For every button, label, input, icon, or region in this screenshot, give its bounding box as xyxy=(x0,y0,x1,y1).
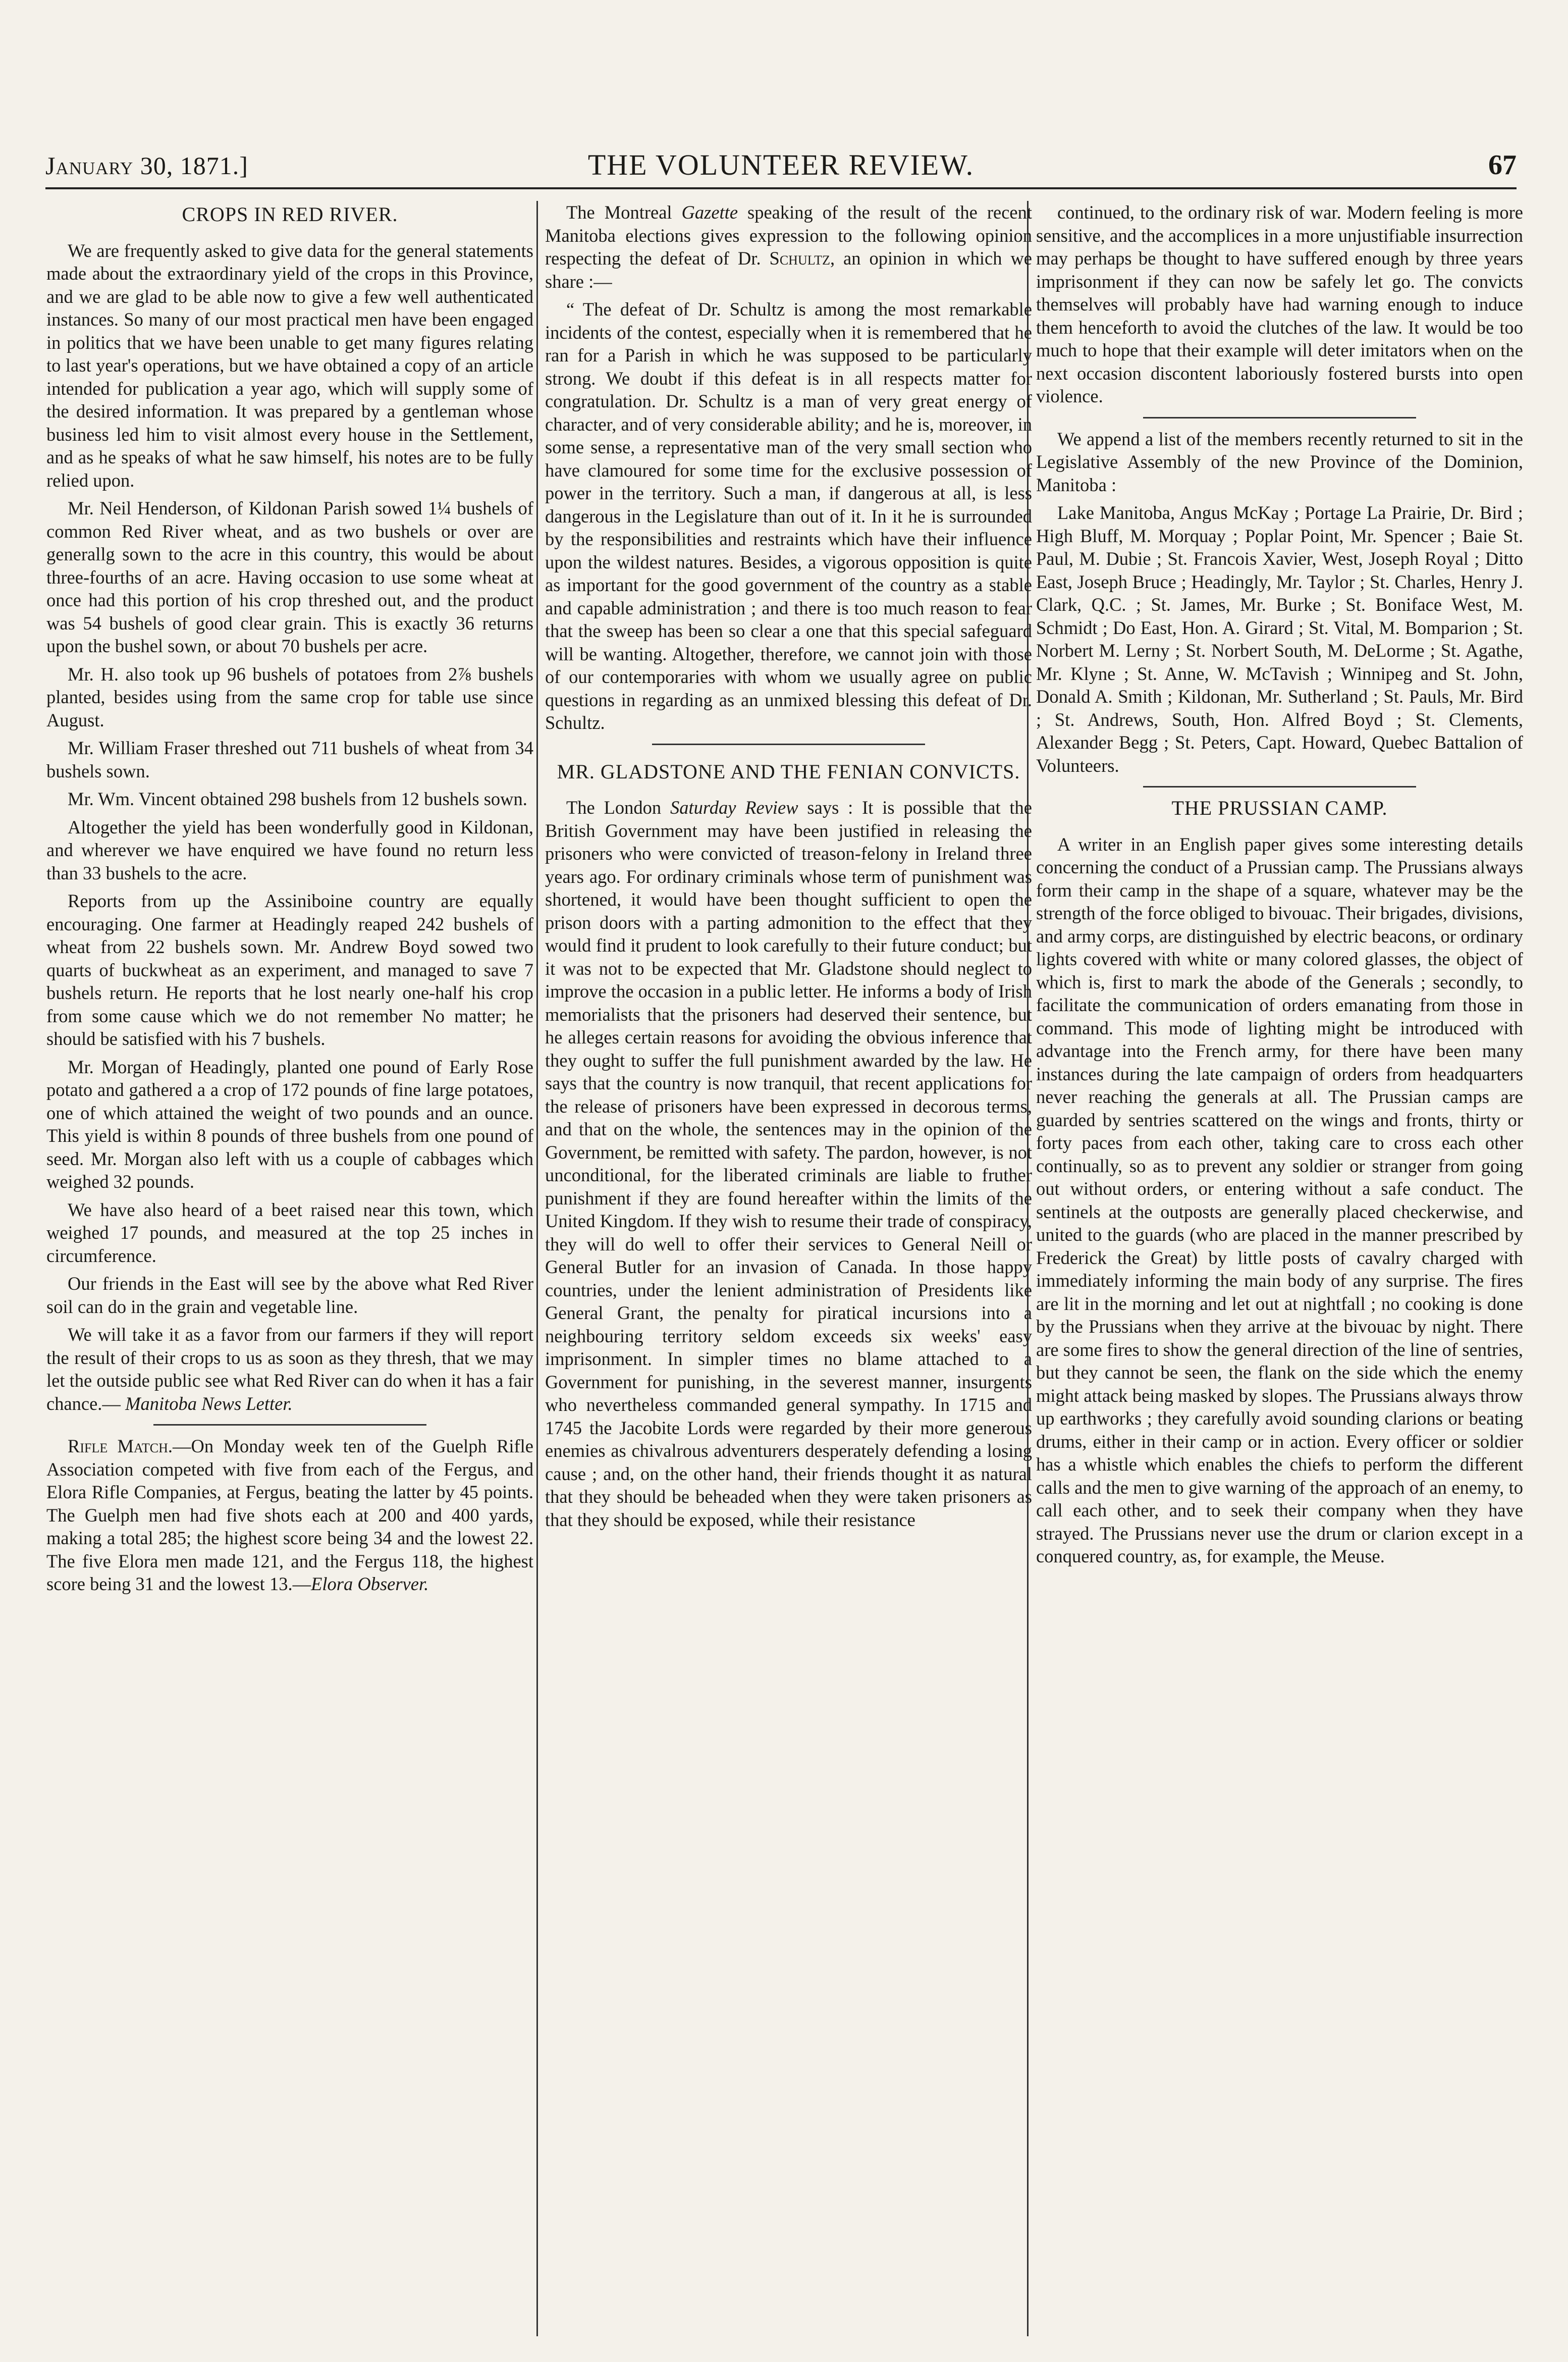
paragraph: We have also heard of a beet raised near this town, which weighed 17 pounds, and measured at the top 25 inches in circumference. xyxy=(46,1199,533,1266)
column-rule xyxy=(536,201,538,2336)
column-1 xyxy=(46,201,533,2336)
section-divider xyxy=(1143,786,1416,788)
paragraph: Altogether the yield has been wonderfully good in Kildonan, and wherever we have enquired we have found no return less than 33 bushels to the acre. xyxy=(46,816,533,883)
rifle-match-text: —On Monday week ten of the Guelph Rifle Association competed with five from each of the Fergus, and Elora Rifle Companies, at Fergus, beating the latter by 45 points. The Guelph men had five shots each at 200 and 400 yards, making a total 285; the highest score being 34 and the lowest 22. The five Elora men made 121, and the Fergus 118, the highest score being 31 and the lowest 13.— xyxy=(46,1436,533,1594)
gladstone-article: The London Saturday Review says : It is possible that the British Government may have been justified in releasing the prisoners who were convicted of treason-felony in Ireland three years ago. For ordinary criminals whose term of punishment was shortened, it would have been thought sufficient to open the prison doors with a parting admonition to the effect that they would find it prudent to look carefully to their future conduct; but it was not to be expected that Mr. Gladstone should neglect to improve the occasion in a public letter. He informs a body of Irish memorialists that the prisoners had deserved their sentence, but he alleges certain reasons for avoiding the obvious inference that they ought to suffer the full punishment awarded by the law. He says that the country is now tranquil, that recent applications for the release of prisoners have been expressed in decorous terms, and that on the whole, the sentences may in the opinion of the Government, be remitted with safety. The pardon, however, is not unconditional, for the liberated criminals are liable to fruther punishment if they are found hereafter within the limits of the United Kingdom. If they wish to resume their trade of conspiracy, they will do well to offer their services to General Neill or General Butler for an invasion of Canada. In those happy countries, under the lenient administration of Presidents like General Grant, the penalty for piratical incursions into a neighbouring territory seldom exceeds six weeks' easy imprisonment. In simpler times no blame attached to a Government for punishing, in the severest manner, insurgents who nevertheless commanded general sympathy. In 1715 and 1745 the Jacobite Lords were regarded by their more generous enemies as chivalrous adventurers desperately defending a losing cause ; and, on the other hand, their friends thought it as natural that they should be beheaded when they were taken prisoners as that they should be exposed, while their resistance xyxy=(545,797,1032,1530)
section-divider xyxy=(1143,417,1416,418)
paragraph: Reports from up the Assiniboine country are equally encouraging. One farmer at Headingly reaped 242 bushels of wheat from 22 bushels sown. Mr. Andrew Boyd sowed two quarts of buckwheat as an experiment, and managed to save 7 bushels return. He reports that he lost nearly one-half his crop from some cause which we do not remember No matter; he should be satisfied with his 7 bushels. xyxy=(46,890,533,1049)
article-heading-crops: CROPS IN RED RIVER. xyxy=(182,203,398,226)
paragraph: Mr. Morgan of Headingly, planted one pound of Early Rose potato and gathered a a crop of 172 pounds of fine large potatoes, one of which attained the weight of two pounds and an ounce. This yield is within 8 pounds of three bushels from one pound of seed. Mr. Morgan also left with us a couple of cabbages which weighed 32 pounds. xyxy=(46,1056,533,1192)
rifle-match-lead: Rifle Match. xyxy=(68,1436,173,1456)
schultz-quote: “ The defeat of Dr. Schultz is among the most remarkable incidents of the contest, especially when it is remembered that he ran for a Parish in which he was supposed to be particularly strong. We doubt if this defeat is in all respects matter for congratulation. Dr. Schultz is a man of very great energy of character, and of very considerable ability; and he is, moreover, in some sense, a representative man of the very small section who have clamoured for some time for the exclusive possession of power in the territory. Such a man, if dangerous at all, is less dangerous in the Legislature than out of it. In it he is surrounded by the responsibilities and restraints which have their influence upon the wildest natures. Besides, a vigorous opposition is quite as important for the good government of the country as a stable and capable administration ; and there is too much reason to fear that the sweep has been so clear a one that this special safeguard will be wanting. Altogether, therefore, we cannot join with those of our contemporaries with whom we usually agree on public questions in regarding as an unmixed blessing this defeat of Dr. Schultz. xyxy=(545,299,1032,733)
paragraph: Mr. William Fraser threshed out 711 bushels of wheat from 34 bushels sown. xyxy=(46,738,533,781)
column-2 xyxy=(545,201,1032,2336)
paragraph: Mr. Wm. Vincent obtained 298 bushels from 12 bushels sown. xyxy=(68,789,527,809)
source-credit: Elora Observer. xyxy=(311,1573,429,1594)
section-divider xyxy=(153,1424,426,1426)
paragraph: Mr. H. also took up 96 bushels of potatoes from 2⅞ bushels planted, besides using from the same crop for table use since August. xyxy=(46,663,533,730)
rifle-match-paragraph xyxy=(46,1435,533,1596)
prussian-article: A writer in an English paper gives some interesting details concerning the conduct of a Prussian camp. The Prussians always form their camp in the shape of a square, whatever may be the strength of the force obliged to bivouac. Their brigades, divisions, and army corps, are distinguished by electric beacons, or ordinary lights covered with white or many colored glasses, the object of which is, first to mark the abode of the Generals ; secondly, to facilitate the communication of orders emanating from those in command. This mode of lighting might be introduced with advantage into the French army, for there have been many instances during the late campaign of orders from headquarters never reaching the generals at all. The Prussian camps are guarded by sentries scattered on the wings and fronts, thirty or forty paces from each other, taking care to cross each other continually, so as to prevent any soldier or stranger from going out without orders, or entering without a safe conduct. The sentinels at the outposts are generally placed checkerwise, and united to the guards (who are placed in the manner prescribed by Frederick the Great) by little posts of cavalry charged with immediately informing the main body of any surprise. The fires are lit in the morning and let out at nightfall ; no cooking is done by the Prussians when they arrive at the bivouac by night. There are some fires to show the general direction of the line of sentries, but they cannot be seen, the flank on the side which the enemy might attack being masked by slopes. The Prussians always throw up earthworks ; they carefully avoid sounding clarions or beating drums, either in their camp or in action. Every officer or soldier has a whistle which enables the chiefs to perform the different calls and the men to give warning of the approach of an enemy, to call each other, and to seek their company when they have strayed. The Prussians never use the drum or clarion except in a conquered country, as, for example, the Meuse. xyxy=(1036,833,1523,1566)
article-heading-gladstone: MR. GLADSTONE AND THE FENIAN CONVICTS. xyxy=(557,760,1020,783)
section-divider xyxy=(652,744,925,745)
gladstone-continued: continued, to the ordinary risk of war. Modern feeling is more sensitive, and the accomplices in a more unjustifiable insurrection may perhaps be thought to have suffered enough by three years imprisonment if they can now be safely let go. The convicts themselves will probably have had warning enough to induce them henceforth to avoid the clutches of the law. It would be too much to hope that their example will deter imitators when on the next occasion discontent laboriously fostered bursts into open violence. xyxy=(1036,202,1523,406)
page-header xyxy=(45,144,1517,189)
paragraph-text: We will take it as a favor from our farmers if they will report the result of their crops to us as soon as they thresh, that we may let the outside public see what Red River can do when it has a fair chance.— xyxy=(46,1324,533,1414)
newspaper-title: THE VOLUNTEER REVIEW. xyxy=(587,148,975,181)
schultz-intro: The Montreal Gazette speaking of the result of the recent Manitoba elections gives expression to the following opinion respecting the defeat of Dr. Schultz, an opinion in which we share :— xyxy=(545,202,1032,292)
members-list: Lake Manitoba, Angus McKay ; Portage La Prairie, Dr. Bird ; High Bluff, M. Morquay ; Poplar Point, Mr. Spencer ; Baie St. Paul, M. Dubie ; St. Francois Xavier, West, Joseph Royal ; Ditto East, Joseph Bruce ; Headingly, Mr. Taylor ; St. Charles, Henry J. Clark, Q.C. ; St. James, Mr. Burke ; St. Boniface West, M. Schmidt ; Do East, Hon. A. Girard ; St. Vital, M. Bomparion ; St. Norbert M. Lerny ; St. Norbert South, M. DeLorme ; St. Agathe, Mr. Klyne ; St. Anne, W. McTavish ; Winnipeg and St. John, Donald A. Smith ; Kildonan, Mr. Sutherland ; St. Pauls, Mr. Bird ; St. Andrews, South, Hon. Alfred Boyd ; St. Clements, Alexander Begg ; St. Peters, Capt. Howard, Quebec Battalion of Volunteers. xyxy=(1036,502,1523,776)
paragraph: Our friends in the East will see by the above what Red River soil can do in the grain and vegetable line. xyxy=(46,1273,533,1317)
paragraph xyxy=(46,1323,533,1415)
article-heading-prussian: THE PRUSSIAN CAMP. xyxy=(1171,797,1388,819)
members-intro: We append a list of the members recently returned to sit in the Legislative Assembly of the new Province of the Dominion, Manitoba : xyxy=(1036,428,1523,495)
page-number: 67 xyxy=(1488,149,1517,181)
issue-date: January 30, 1871.] xyxy=(45,151,248,180)
paragraph: We are frequently asked to give data for the general statements made about the extraordinary yield of the crops in this Province, and we are glad to be able now to give a few well authenticated instances. So many of our most practical men have been engaged in politics that we have been unable to get many figures relating to last year's operations, but we have obtained a copy of an article intended for publication a year ago, which will supply some of the desired information. It was prepared by a gentleman whose business led him to visit almost every house in the Settlement, and as he speaks of what he saw himself, his notes are to be fully relied upon. xyxy=(46,240,533,491)
paragraph: Mr. Neil Henderson, of Kildonan Parish sowed 1¼ bushels of common Red River wheat, and as two bushels or over are generallg sown to the acre in this country, this would be about three-fourths of an acre. Having occasion to use some wheat at once had this portion of his crop threshed out, and the product was 54 bushels of good clear grain. This is exactly 36 returns upon the bushel sown, or about 70 bushels per acre. xyxy=(46,498,533,656)
column-3 xyxy=(1036,201,1523,2336)
source-credit: Manitoba News Letter. xyxy=(125,1393,293,1414)
